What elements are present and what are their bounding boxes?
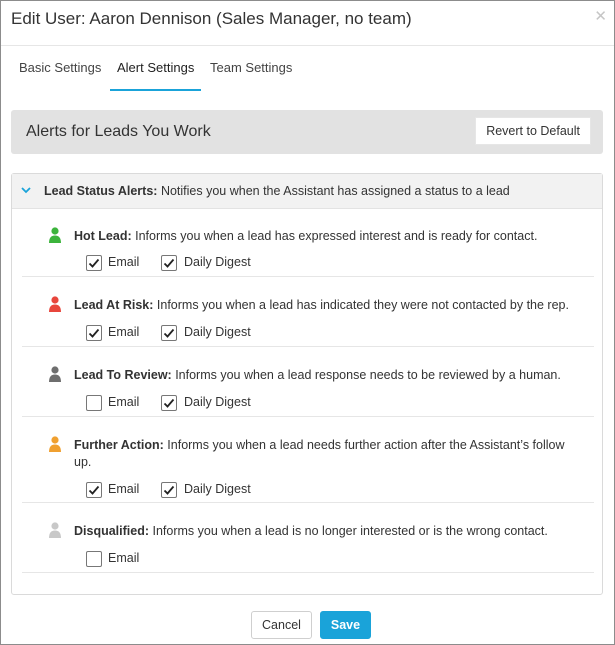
alert-hot-lead bbox=[22, 208, 594, 277]
alert-description: Informs you when a lead response needs to be reviewed by a human. bbox=[175, 368, 561, 382]
alert-text bbox=[74, 523, 574, 540]
chevron-down-icon bbox=[20, 184, 32, 196]
email-label: Email bbox=[108, 325, 140, 339]
email-label: Email bbox=[108, 255, 140, 269]
alert-description: Informs you when a lead has indicated they were not contacted by the rep. bbox=[156, 298, 569, 312]
daily-digest-checkbox[interactable] bbox=[161, 395, 177, 411]
email-checkbox[interactable] bbox=[86, 255, 102, 271]
section-header bbox=[11, 110, 603, 154]
alert-text bbox=[74, 228, 574, 245]
revert-to-default-button[interactable]: Revert to Default bbox=[475, 117, 591, 145]
daily-digest-label: Daily Digest bbox=[184, 255, 251, 269]
email-checkbox[interactable] bbox=[86, 482, 102, 498]
alert-name: Disqualified: bbox=[74, 524, 150, 538]
email-label: Email bbox=[108, 482, 140, 496]
alert-description: Informs you when a lead needs further action after the Assistant’s follow up. bbox=[74, 438, 565, 469]
email-checkbox[interactable] bbox=[86, 551, 102, 567]
group-description: Notifies you when the Assistant has assigned a status to a lead bbox=[160, 184, 510, 198]
daily-digest-checkbox[interactable] bbox=[161, 325, 177, 341]
alert-further-action bbox=[22, 416, 594, 503]
person-icon bbox=[48, 522, 62, 538]
person-icon bbox=[48, 296, 62, 312]
dialog-header bbox=[1, 1, 614, 39]
email-label: Email bbox=[108, 395, 140, 409]
email-checkbox[interactable] bbox=[86, 395, 102, 411]
alert-name: Lead To Review: bbox=[74, 368, 172, 382]
email-label: Email bbox=[108, 551, 140, 565]
group-text bbox=[44, 184, 510, 198]
tab-bar bbox=[1, 45, 614, 92]
cancel-button[interactable]: Cancel bbox=[251, 611, 312, 639]
section-title: Alerts for Leads You Work bbox=[26, 123, 211, 140]
alert-lead-to-review bbox=[22, 346, 594, 417]
dialog-title: Edit User: Aaron Dennison (Sales Manager, no team) bbox=[11, 9, 412, 28]
alert-text bbox=[74, 297, 574, 314]
lead-status-alerts-header[interactable] bbox=[12, 174, 602, 209]
email-checkbox[interactable] bbox=[86, 325, 102, 341]
alert-text bbox=[74, 367, 574, 384]
tab-alert-settings[interactable]: Alert Settings bbox=[110, 46, 201, 91]
tab-basic-settings[interactable]: Basic Settings bbox=[19, 60, 102, 75]
group-name: Lead Status Alerts: bbox=[44, 184, 158, 198]
person-icon bbox=[48, 366, 62, 382]
daily-digest-checkbox[interactable] bbox=[161, 255, 177, 271]
person-icon bbox=[48, 436, 62, 452]
daily-digest-label: Daily Digest bbox=[184, 482, 251, 496]
alert-description: Informs you when a lead has expressed interest and is ready for contact. bbox=[135, 229, 538, 243]
alerts-panel bbox=[11, 173, 603, 595]
tab-team-settings[interactable]: Team Settings bbox=[210, 60, 293, 75]
close-icon[interactable]: ✕ bbox=[594, 8, 607, 25]
alert-name: Lead At Risk: bbox=[74, 298, 154, 312]
daily-digest-label: Daily Digest bbox=[184, 395, 251, 409]
alert-name: Hot Lead: bbox=[74, 229, 132, 243]
content-area bbox=[1, 91, 614, 601]
save-button[interactable]: Save bbox=[320, 611, 371, 639]
person-icon bbox=[48, 227, 62, 243]
alert-lead-at-risk bbox=[22, 276, 594, 347]
alert-description: Informs you when a lead is no longer interested or is the wrong contact. bbox=[152, 524, 548, 538]
daily-digest-checkbox[interactable] bbox=[161, 482, 177, 498]
alert-name: Further Action: bbox=[74, 438, 164, 452]
daily-digest-label: Daily Digest bbox=[184, 325, 251, 339]
dialog-footer bbox=[1, 601, 614, 644]
alert-text bbox=[74, 437, 574, 471]
alert-disqualified bbox=[22, 502, 594, 573]
